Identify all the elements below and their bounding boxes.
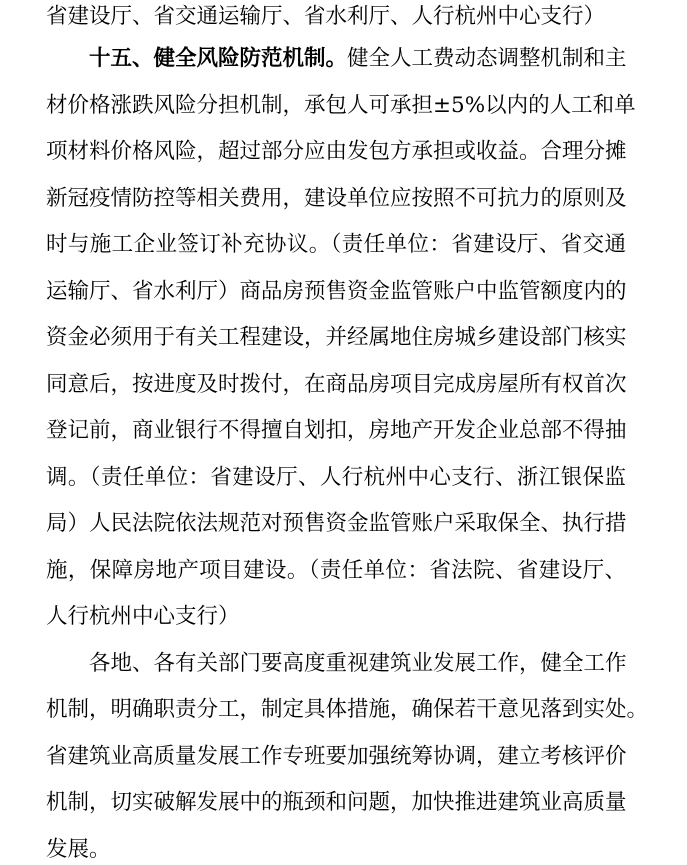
text-line-6: 时与施工企业签订补充协议。（责任单位：省建设厅、省交通 [46,232,626,257]
text-line-5: 新冠疫情防控等相关费用，建设单位应按照不可抗力的原则及 [46,186,627,211]
section-heading-15: 十五、健全风险防范机制。 [89,46,348,71]
text-line-12: 局）人民法院依法规范对预售资金监管账户采取保全、执行措 [46,511,627,536]
text-line-8: 资金必须用于有关工程建设，并经属地住房城乡建设部门核实 [46,325,627,350]
text-line-3: 材价格涨跌风险分担机制，承包人可承担±5%以内的人工和单 [46,93,636,118]
text-line-15: 各地、各有关部门要高度重视建筑业发展工作，健全工作 [89,651,627,676]
text-line-18: 机制，切实破解发展中的瓶颈和问题，加快推进建筑业高质量 [46,790,627,815]
text-line-1: 省建设厅、省交通运输厅、省水利厅、人行杭州中心支行） [46,4,606,29]
text-line-14: 人行杭州中心支行） [46,604,240,629]
text-line-13: 施，保障房地产项目建设。（责任单位：省法院、省建设厅、 [46,558,626,583]
text-line-7: 运输厅、省水利厅）商品房预售资金监管账户中监管额度内的 [46,279,627,304]
text-line-9: 同意后，按进度及时拨付，在商品房项目完成房屋所有权首次 [46,372,627,397]
text-line-4: 项材料价格风险，超过部分应由发包方承担或收益。合理分摊 [46,139,627,164]
text-line-10: 登记前，商业银行不得擅自划扣，房地产开发企业总部不得抽 [46,418,627,443]
text-line-19: 发展。 [46,837,111,862]
text-line-11: 调。（责任单位：省建设厅、人行杭州中心支行、浙江银保监 [46,465,626,490]
paragraph-15-first-line [89,44,626,74]
text-line-2: 健全人工费动态调整机制和主 [347,46,627,71]
text-line-16: 机制，明确职责分工，制定具体措施，确保若干意见落到实处。 [46,697,649,722]
text-line-17: 省建筑业高质量发展工作专班要加强统筹协调，建立考核评价 [46,744,627,769]
